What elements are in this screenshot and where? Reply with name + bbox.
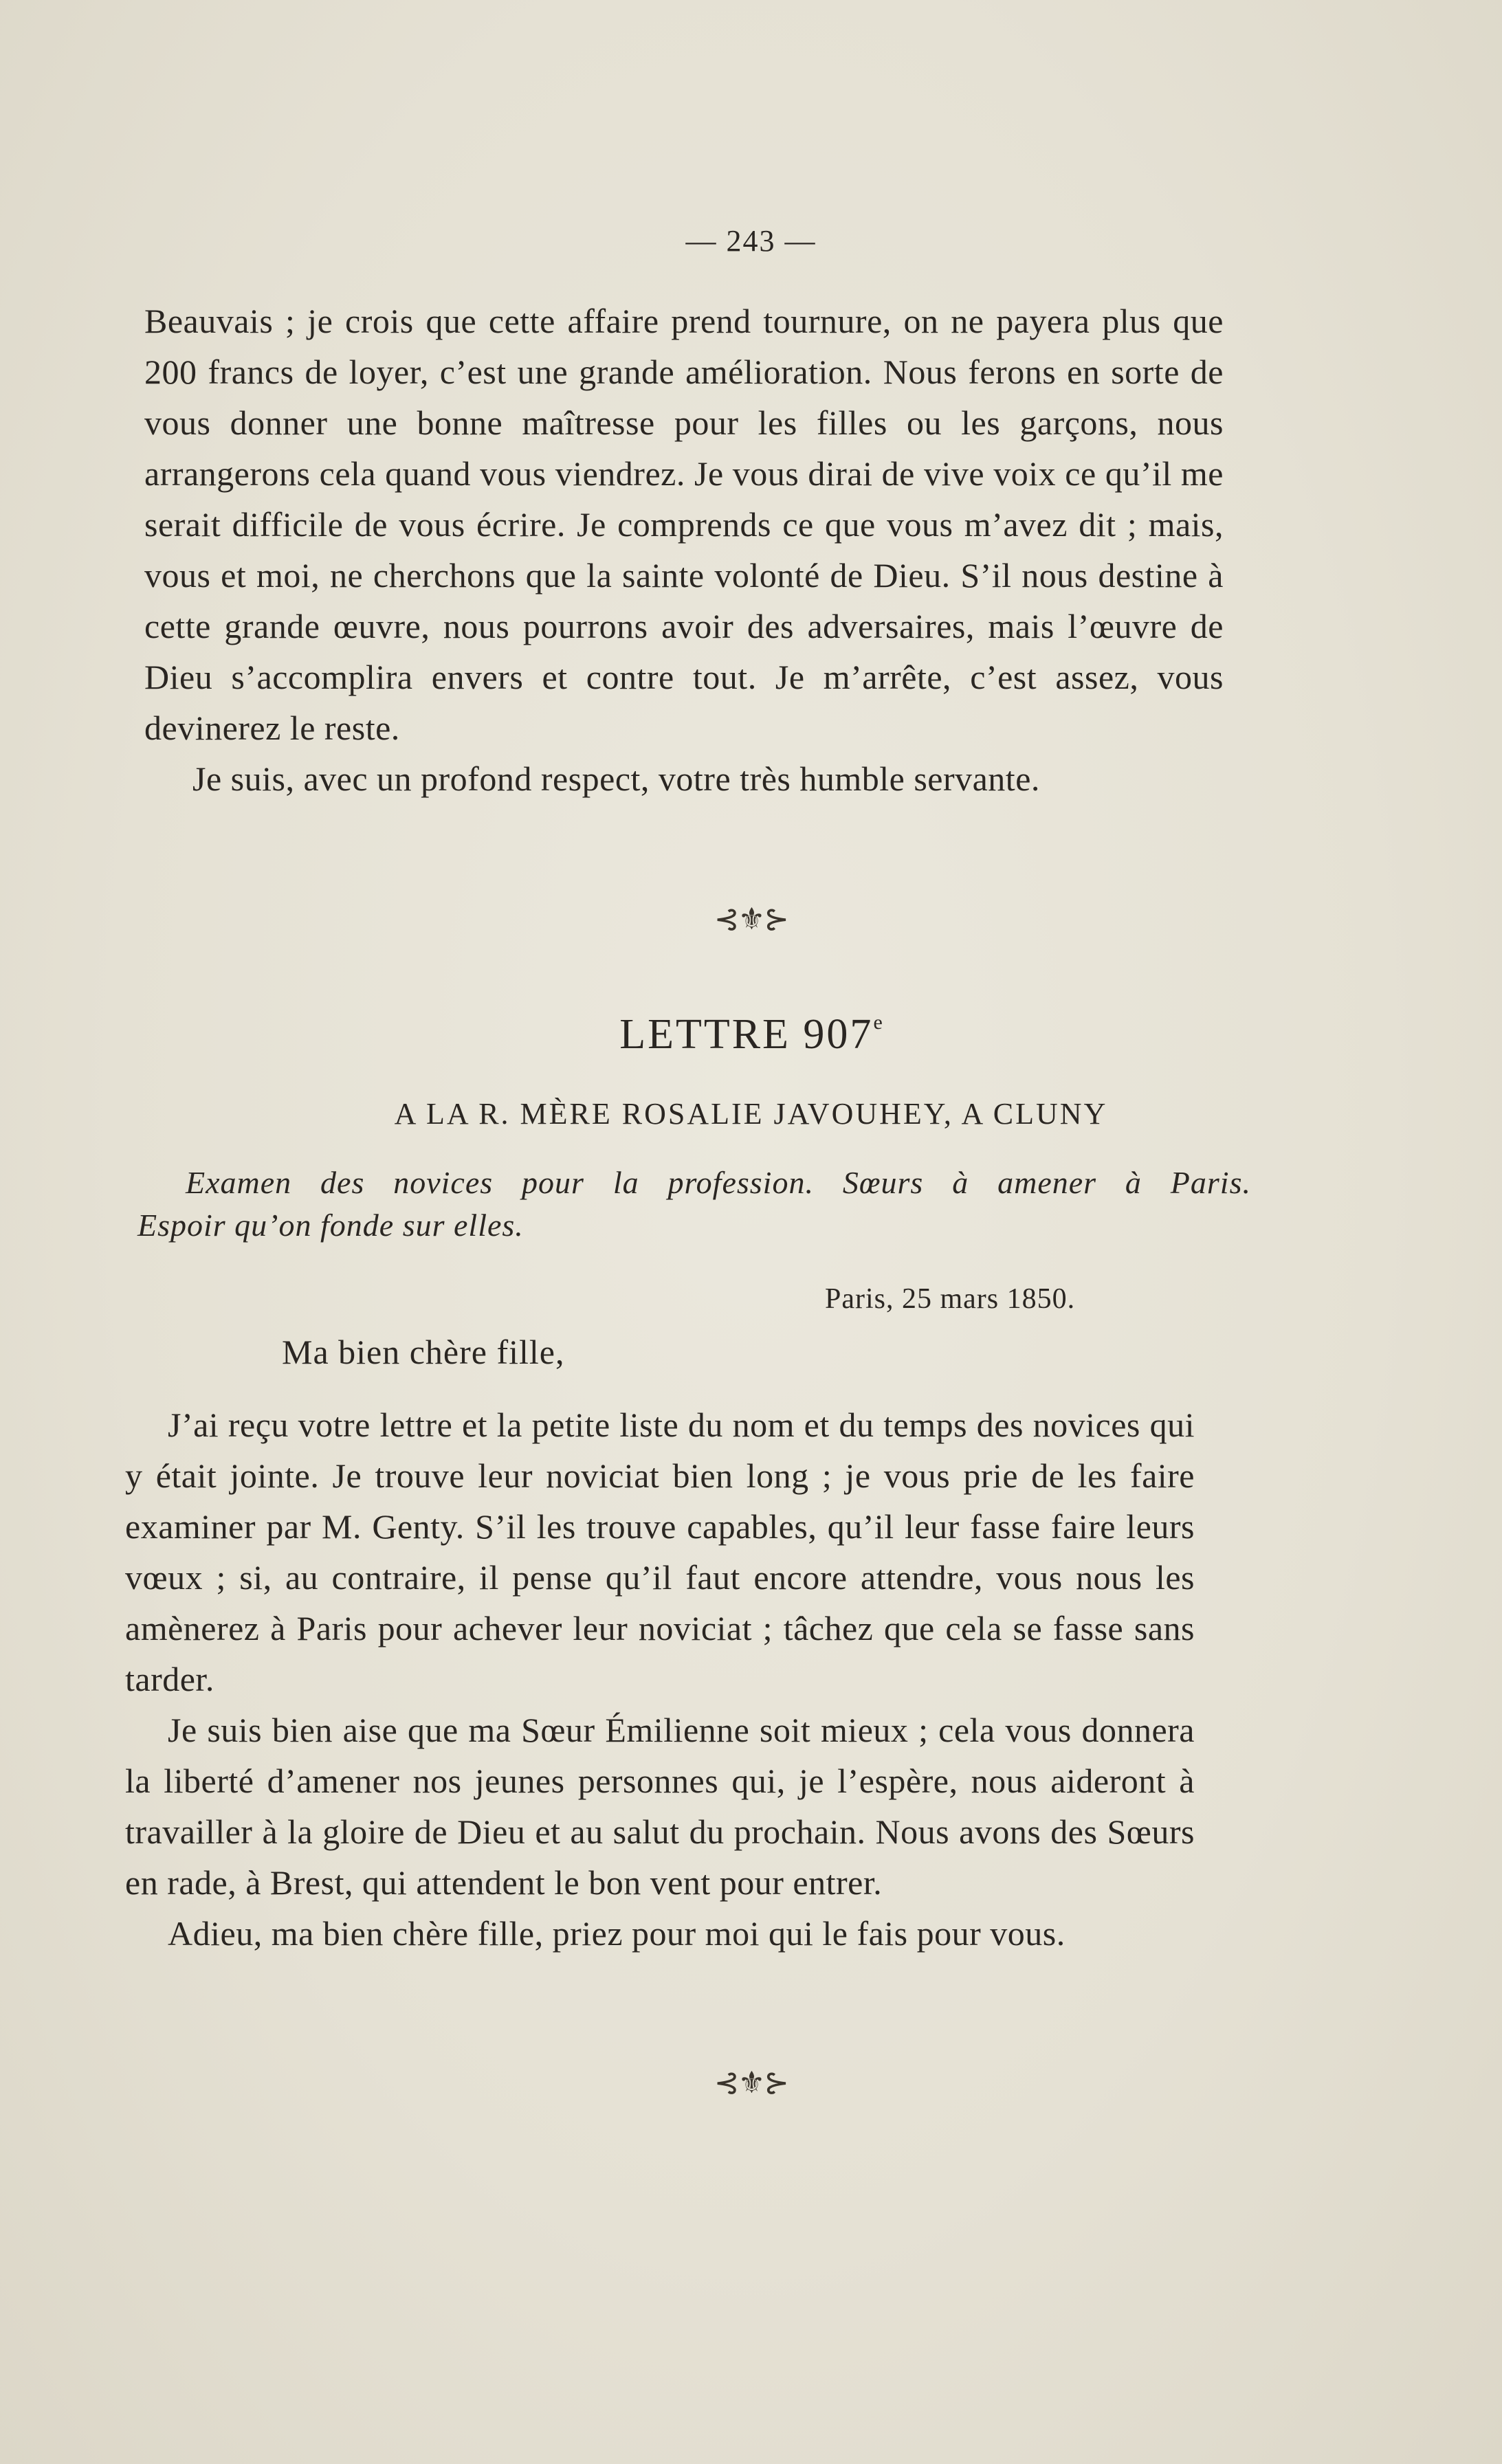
letter-body — [125, 1399, 1195, 1959]
letter-title-text: LETTRE 907 — [619, 1011, 874, 1058]
letter-addressee: A LA R. MÈRE ROSALIE JAVOUHEY, A CLUNY — [394, 1097, 1108, 1131]
letter-dateline: Paris, 25 mars 1850. — [825, 1283, 1076, 1315]
letter-title-suffix: e — [873, 1011, 883, 1034]
letter-salutation: Ma bien chère fille, — [282, 1333, 565, 1371]
ornament-divider: ⊰⚜⊱ — [714, 902, 788, 937]
summary-line-1: Examen des novices pour la profession. Sœurs à amener à Paris. — [186, 1165, 1251, 1200]
previous-letter-body — [144, 296, 1224, 804]
letter-paragraph-3: Adieu, ma bien chère fille, priez pour moi qui le fais pour vous. — [168, 1914, 1065, 1953]
letter-paragraph-1: J’ai reçu votre lettre et la petite liste du nom et du temps des novices qui y était jointe. Je trouve leur noviciat bien long ; je vous prie de les faire examiner par M. Genty. S’il les trouve capables, qu’il leur fasse faire leurs vœux ; si, au contraire, il pense qu’il faut encore attendre, vous nous les amènerez à Paris pour achever leur noviciat ; tâchez que cela se fasse sans tarder. — [125, 1406, 1195, 1698]
previous-letter-paragraph: Beauvais ; je crois que cette affaire prend tournure, on ne payera plus que 200 francs de loyer, c’est une grande amélioration. Nous ferons en sorte de vous donner une bonne maîtresse pour les filles ou les garçons, nous arrangerons cela quand vous viendrez. Je vous dirai de vive voix ce qu’il me serait difficile de vous écrire. Je comprends ce que vous m’avez dit ; mais, vous et moi, ne cherchons que la sainte volonté de Dieu. S’il nous destine à cette grande œuvre, nous pourrons avoir des adversaires, mais l’œuvre de Dieu s’accomplira envers et contre tout. Je m’arrête, c’est assez, vous devinerez le reste. — [144, 302, 1224, 747]
letter-summary — [137, 1162, 1251, 1247]
letter-title — [0, 1010, 1502, 1059]
ornament-divider-end: ⊰⚜⊱ — [714, 2065, 788, 2100]
letter-paragraph-2: Je suis bien aise que ma Sœur Émilienne soit mieux ; cela vous donnera la liberté d’amener nos jeunes personnes qui, je l’espère, nous aideront à travailler à la gloire de Dieu et au salut du prochain. Nous avons des Sœurs en rade, à Brest, qui attendent le bon vent pour entrer. — [125, 1711, 1195, 1902]
previous-letter-closing: Je suis, avec un profond respect, votre très humble servante. — [192, 759, 1040, 798]
page-number: — 243 — — [685, 224, 817, 258]
summary-line-2: Espoir qu’on fonde sur elles. — [137, 1208, 524, 1243]
